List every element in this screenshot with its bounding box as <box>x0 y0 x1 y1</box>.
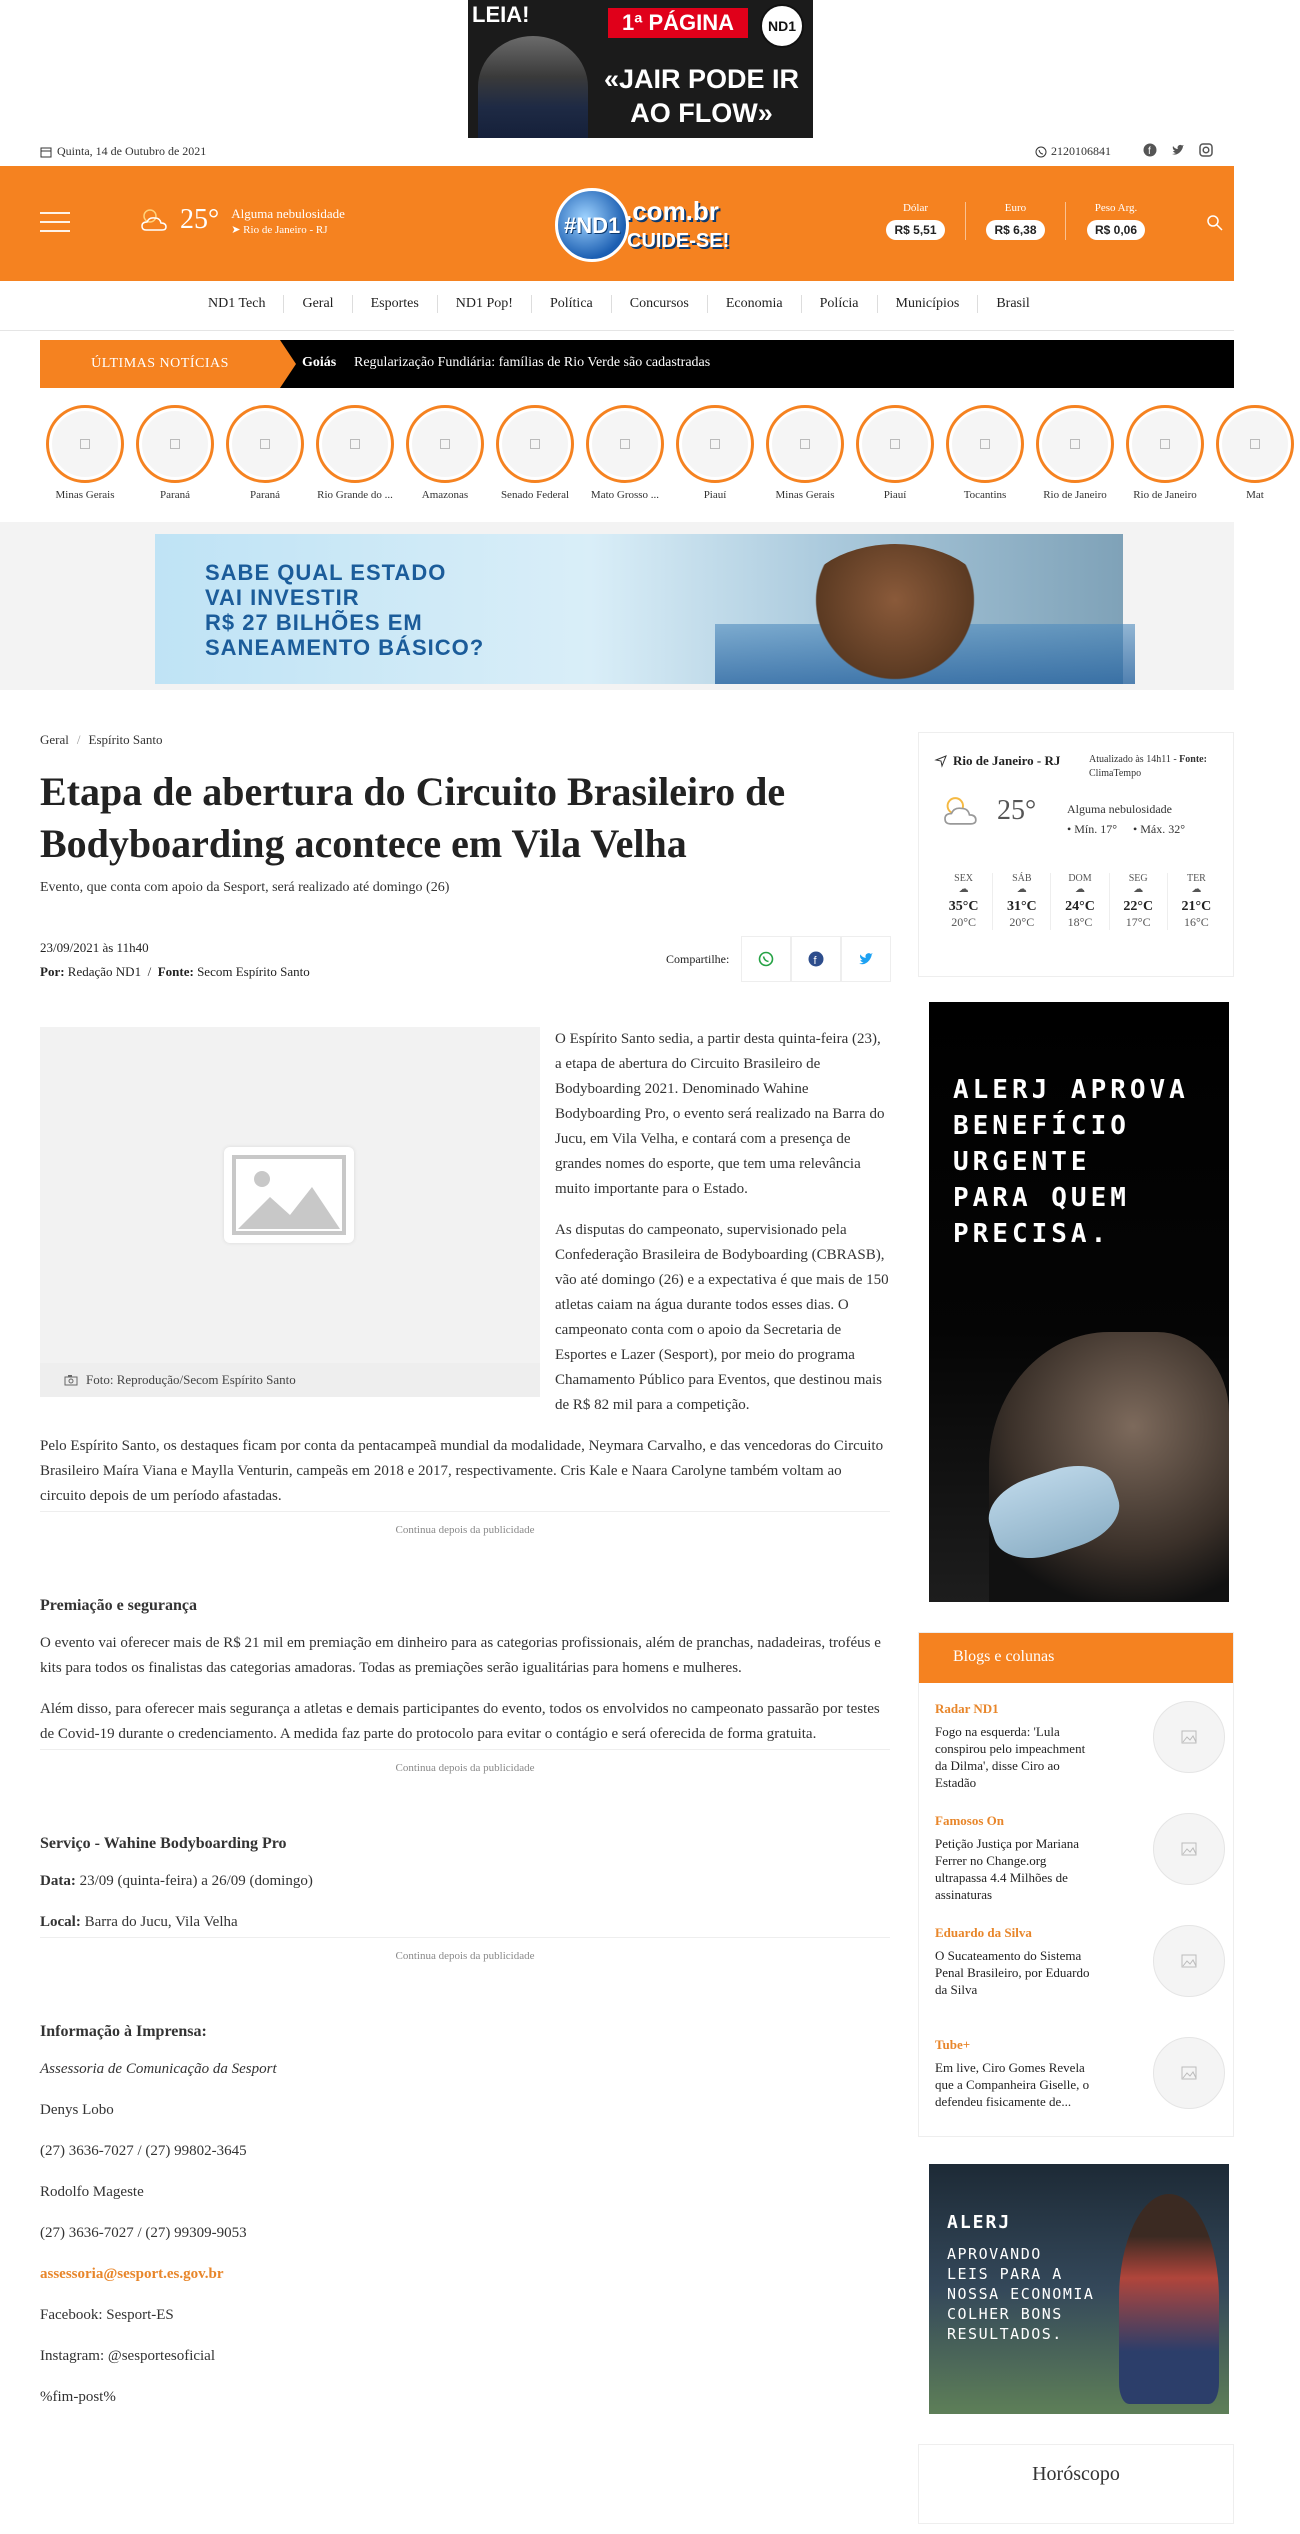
nav-item-economia[interactable]: Economia <box>708 295 802 313</box>
nav-item-nd1-pop[interactable]: ND1 Pop! <box>438 295 532 313</box>
contact-email-link[interactable]: assessoria@sesport.es.gov.br <box>40 2266 224 2282</box>
nav-item-esportes[interactable]: Esportes <box>353 295 438 313</box>
social-links <box>1142 142 1214 158</box>
article <box>40 732 890 2405</box>
blog-item[interactable]: Eduardo da Silva O Sucateamento do Sistema Penal Brasileiro, por Eduardo da Silva <box>935 1925 1225 2025</box>
story-item[interactable]: Minas Gerais <box>760 405 850 501</box>
partly-cloudy-icon <box>939 793 987 829</box>
ad-woman-image <box>1119 2194 1219 2404</box>
image-placeholder-icon <box>1153 1701 1225 1773</box>
section-heading: Premiação e segurança <box>40 1597 197 1614</box>
weather-temp: 25° <box>997 795 1037 826</box>
breadcrumb-espirito-santo[interactable]: Espírito Santo <box>88 732 163 747</box>
story-item[interactable]: Rio Grande do ... <box>310 405 400 501</box>
ad-person-image <box>478 36 588 138</box>
top-ad-banner[interactable] <box>468 0 813 138</box>
whatsapp-icon <box>1035 146 1047 158</box>
ad-masked-man-image <box>989 1332 1229 1602</box>
location-arrow-icon <box>935 755 947 767</box>
article-date: 23/09/2021 às 11h40 <box>40 940 149 955</box>
story-item[interactable]: Minas Gerais <box>40 405 130 501</box>
service-local: Local: Barra do Jucu, Vila Velha <box>40 1914 238 1930</box>
blog-item[interactable]: Tube+ Em live, Ciro Gomes Revela que a Companheira Giselle, o defendeu fisicamente de... <box>935 2037 1225 2137</box>
article-paragraph: Pelo Espírito Santo, os destaques ficam por conta da pentacampeã mundial da modalidade, Neymara Carvalho, e das vencedoras do Circuito Brasileiro Maíra Viana e Maylla Venturin, campeãs em 2018 e 2017, respectivamente. Cris Kale e Naara Carolyne também voltam ao circuito depois de um período afastadas. <box>40 1438 884 1504</box>
alerj-ad-tall[interactable] <box>929 1002 1229 1602</box>
ad-notice: Continua depois da publicidade <box>40 1937 890 1969</box>
forecast-day: SÁB ☁ 31°C 20°C <box>993 873 1051 930</box>
service-date: Data: 23/09 (quinta-feira) a 26/09 (domingo) <box>40 1873 313 1889</box>
ad-notice: Continua depois da publicidade <box>40 1511 890 1543</box>
nav-item-concursos[interactable]: Concursos <box>612 295 708 313</box>
header-weather <box>138 204 345 236</box>
alerj-ad-text: ALERJ APROVA BENEFÍCIO URGENTE PARA QUEM PRECISA. <box>953 1075 1189 1249</box>
menu-icon[interactable] <box>40 212 70 232</box>
facebook-icon <box>808 951 824 967</box>
photo-caption: Foto: Reprodução/Secom Espírito Santo <box>40 1363 540 1397</box>
weather-updated: Atualizado às 14h11 - Fonte: ClimaTempo <box>1089 754 1207 779</box>
contact-name: Rodolfo Mageste <box>40 2184 144 2200</box>
currency-euro: Euro R$ 6,38 <box>966 202 1066 240</box>
alerj-ad-square[interactable] <box>929 2164 1229 2414</box>
twitter-icon <box>858 951 874 967</box>
ad-headline: «JAIR PODE IR AO FLOW» <box>603 64 800 128</box>
ad-leia: LEIA! <box>472 2 530 27</box>
currency-rates <box>866 202 1166 240</box>
main-nav <box>0 281 1234 331</box>
banner-area <box>0 522 1234 690</box>
ticker-state[interactable]: Goiás <box>302 355 337 370</box>
whatsapp-icon <box>758 951 774 967</box>
alerj2-heading: ALERJ <box>947 2212 1012 2233</box>
svg-text:f: f <box>813 955 817 967</box>
image-placeholder-icon <box>1153 1925 1225 1997</box>
story-item[interactable]: Piauí <box>850 405 940 501</box>
ticker-label: ÚLTIMAS NOTÍCIAS <box>40 340 280 388</box>
nav-item-politica[interactable]: Política <box>532 295 612 313</box>
blog-item[interactable]: Famosos On Petição Justiça por Mariana Ferrer no Change.org ultrapassa 4.4 Milhões de assinaturas <box>935 1813 1225 1913</box>
blogs-title: Blogs e colunas <box>919 1633 1233 1683</box>
svg-text:f: f <box>1148 146 1151 157</box>
ad-child-image <box>795 544 995 684</box>
share-facebook-button[interactable] <box>791 936 841 982</box>
nav-item-policia[interactable]: Polícia <box>802 295 878 313</box>
forecast-day: SEG ☁ 22°C 17°C <box>1110 873 1168 930</box>
story-item[interactable]: Paraná <box>130 405 220 501</box>
breadcrumb: Geral / Espírito Santo <box>40 732 163 747</box>
calendar-icon <box>40 146 52 158</box>
instagram-icon[interactable] <box>1198 142 1214 158</box>
horoscope-title: Horóscopo <box>1032 2463 1120 2485</box>
nav-item-geral[interactable]: Geral <box>284 295 352 313</box>
breadcrumb-geral[interactable]: Geral <box>40 732 69 747</box>
weather-forecast <box>935 873 1225 930</box>
forecast-day: SEX ☁ 35°C 20°C <box>935 873 993 930</box>
nav-item-municipios[interactable]: Municípios <box>878 295 979 313</box>
logo-combr: .com.br <box>625 196 719 226</box>
share-bar <box>666 936 891 982</box>
banner-text: SABE QUAL ESTADO VAI INVESTIR R$ 27 BILHÕES EM SANEAMENTO BÁSICO? <box>205 560 485 660</box>
story-item[interactable]: Rio de Janeiro <box>1120 405 1210 501</box>
article-body <box>40 1027 890 2426</box>
image-placeholder-icon <box>1153 1813 1225 1885</box>
forecast-day: TER ☁ 21°C 16°C <box>1181 873 1212 929</box>
ticker-headline[interactable]: Regularização Fundiária: famílias de Rio Verde são cadastradas <box>354 355 711 370</box>
news-ticker <box>40 340 1234 388</box>
site-header <box>0 166 1234 281</box>
stories-carousel <box>40 405 1264 505</box>
header-temp: 25° <box>180 204 220 235</box>
story-item[interactable]: Senado Federal <box>490 405 580 501</box>
image-placeholder-icon <box>1153 2037 1225 2109</box>
weather-location: Rio de Janeiro - RJ <box>935 753 1060 769</box>
nav-item-nd1-tech[interactable]: ND1 Tech <box>190 295 284 313</box>
article-subtitle: Evento, que conta com apoio da Sesport, será realizado até domingo (26) <box>40 880 450 895</box>
article-title: Etapa de abertura do Circuito Brasileiro de Bodyboarding acontece em Vila Velha <box>40 769 786 866</box>
weather-widget <box>918 732 1234 977</box>
fim-post: %fim-post% <box>40 2389 116 2405</box>
article-paragraph: O Espírito Santo sedia, a partir desta quinta-feira (23), a etapa de abertura do Circuito Brasileiro de Bodyboarding 2021. Denominado Wahine Bodyboarding Pro, o evento será realizado na Barra do Jucu, em Vila Velha, e contará com a presença de grandes nomes do esporte, que tem uma relevância muito importante para o Estado. <box>555 1031 885 1197</box>
weather-current <box>939 793 1036 829</box>
nav-item-brasil[interactable]: Brasil <box>996 296 1030 311</box>
story-item[interactable]: Rio de Janeiro <box>1030 405 1120 501</box>
header-location: ➤ Rio de Janeiro - RJ <box>231 223 328 236</box>
ad-pagina: 1ª PÁGINA <box>608 8 748 38</box>
logo-hash: #ND1 <box>564 213 621 238</box>
share-twitter-button[interactable] <box>841 936 891 982</box>
article-paragraph: As disputas do campeonato, supervisionado pela Confederação Brasileira de Bodyboarding (CBRASB), vão até domingo (26) e a expectativa é que mais de 150 atletas caiam na água durante todos esses dias. O campeonato conta com o apoio da Secretaria de Esportes e Lazer (Sesport), por meio do programa Chamamento Público para Eventos, que destinou mais de R$ 82 mil para a competição. <box>555 1222 889 1413</box>
story-item[interactable]: Paraná <box>220 405 310 501</box>
currency-dolar: Dólar R$ 5,51 <box>866 202 966 240</box>
partly-cloudy-icon <box>138 206 174 234</box>
currency-peso: Peso Arg. R$ 0,06 <box>1066 202 1166 240</box>
story-item[interactable]: Piauí <box>670 405 760 501</box>
contact-phone: (27) 3636-7027 / (27) 99309-9053 <box>40 2225 247 2241</box>
twitter-icon[interactable] <box>1170 142 1186 158</box>
share-whatsapp-button[interactable] <box>741 936 791 982</box>
phone-text: 2120106841 <box>1051 144 1111 158</box>
whatsapp-phone[interactable] <box>1035 144 1111 159</box>
site-logo[interactable] <box>555 180 735 266</box>
saneamento-ad-banner[interactable] <box>155 534 1123 684</box>
date-text: Quinta, 14 de Outubro de 2021 <box>57 144 207 158</box>
share-label: Compartilhe: <box>666 951 730 966</box>
utility-bar <box>0 140 1234 166</box>
article-author: Por: Redação ND1 / Fonte: Secom Espírito Santo <box>40 964 310 979</box>
facebook-handle: Facebook: Sesport-ES <box>40 2307 174 2323</box>
story-item[interactable]: Tocantins <box>940 405 1030 501</box>
section-heading: Informação à Imprensa: <box>40 2023 207 2040</box>
story-item[interactable]: Amazonas <box>400 405 490 501</box>
instagram-handle: Instagram: @sesportesoficial <box>40 2348 216 2364</box>
search-icon[interactable] <box>1206 214 1224 232</box>
weather-info: Alguma nebulosidade • Mín. 17° • Máx. 32° <box>1067 802 1186 836</box>
header-condition: Alguma nebulosidade <box>231 205 345 221</box>
facebook-icon[interactable] <box>1142 142 1158 158</box>
article-paragraph: O evento vai oferecer mais de R$ 21 mil em premiação em dinheiro para as categorias profissionais, além de pranchas, nadadeiras, troféus e kits para todos os finalistas das categorias amadoras. Todas as premiações serão igualitárias para homens e mulheres. <box>40 1635 881 1676</box>
story-item[interactable]: Mato Grosso ... <box>580 405 670 501</box>
story-item[interactable]: Mat <box>1210 405 1300 501</box>
alerj2-text: APROVANDO LEIS PARA A NOSSA ECONOMIA COLHER BONS RESULTADOS. <box>947 2245 1095 2343</box>
ad-nd1-badge: ND1 <box>760 4 804 48</box>
horoscope-widget <box>918 2444 1234 2524</box>
article-meta <box>40 940 890 990</box>
blogs-widget <box>918 1632 1234 2137</box>
forecast-day: DOM ☁ 24°C 18°C <box>1051 873 1109 930</box>
section-heading: Serviço - Wahine Bodyboarding Pro <box>40 1835 287 1852</box>
current-date <box>40 144 206 159</box>
ad-notice: Continua depois da publicidade <box>40 1749 890 1781</box>
blog-item[interactable]: Radar ND1 Fogo na esquerda: 'Lula conspirou pelo impeachment da Dilma', disse Ciro ao Estadão <box>935 1701 1225 1801</box>
contact-name: Denys Lobo <box>40 2102 114 2118</box>
press-office: Assessoria de Comunicação da Sesport <box>40 2061 277 2077</box>
article-paragraph: Além disso, para oferecer mais segurança a atletas e demais participantes do evento, todos os envolvidos no campeonato passarão por testes de Covid-19 durante o credenciamento. A medida faz parte do protocolo para evitar o contágio e será oferecida de forma gratuita. <box>40 1701 880 1742</box>
logo-cuide: CUIDE-SE! <box>627 230 730 252</box>
contact-phone: (27) 3636-7027 / (27) 99802-3645 <box>40 2143 247 2159</box>
